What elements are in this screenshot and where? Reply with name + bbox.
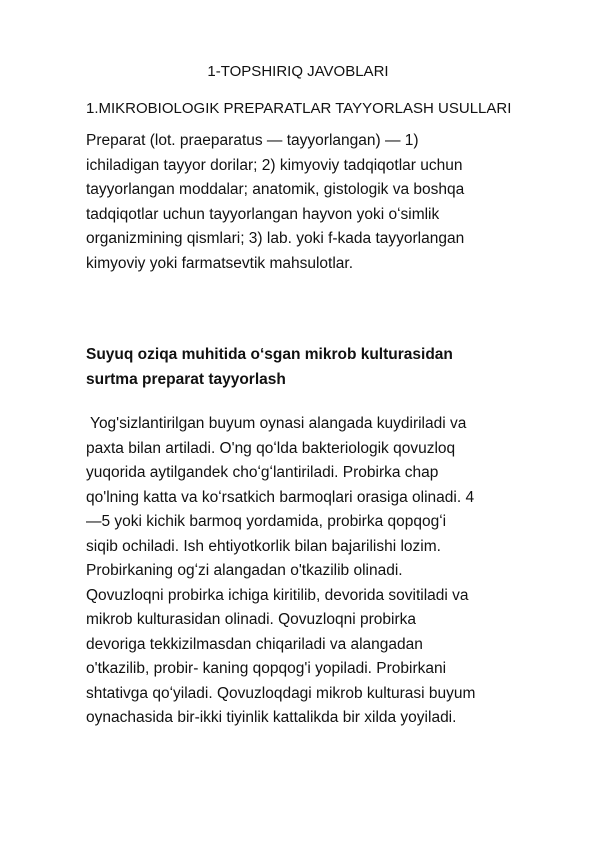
section-subtitle: 1.MIKROBIOLOGIK PREPARATLAR TAYYORLASH USULLARI xyxy=(86,100,512,117)
intro-paragraph xyxy=(86,129,556,276)
heading-line: surtma preparat tayyorlash xyxy=(86,370,286,388)
intro-line: ichiladigan tayyor dorilar; 2) kimyoviy tadqiqotlar uchun xyxy=(86,156,463,174)
body-line: mikrob kulturasidan olinadi. Qovuzloqni probirka xyxy=(86,611,416,628)
body-line: Probirkaning ogʻzi alangadan o'tkazilib olinadi. xyxy=(86,562,403,579)
intro-line: organizmining qismlari; 3) lab. yoki f-kada tayyorlangan xyxy=(86,230,465,247)
intro-line: tayyorlangan moddalar; anatomik, gistologik va boshqa xyxy=(86,181,465,198)
body-line: yuqorida aytilgandek choʻgʻlantiriladi. Probirka chap xyxy=(86,464,439,481)
section-heading xyxy=(86,343,453,392)
body-line: Yog'sizlantirilgan buyum oynasi alangada kuydiriladi va xyxy=(86,415,467,432)
body-line: devoriga tekkizilmasdan chiqariladi va alangadan xyxy=(86,635,423,653)
intro-line: tadqiqotlar uchun tayyorlangan hayvon yoki oʻsimlik xyxy=(86,205,440,223)
heading-line: Suyuq oziqa muhitida oʻsgan mikrob kulturasidan xyxy=(86,346,453,363)
body-line: qo'lning katta va koʻrsatkich barmoqlari orasiga olinadi. 4 xyxy=(86,488,475,506)
body-line: o'tkazilib, probir- kaning qopqog'i yopiladi. Probirkani xyxy=(86,660,447,677)
body-line: siqib ochiladi. Ish ehtiyotkorlik bilan bajarilishi lozim. xyxy=(86,537,441,555)
body-paragraph xyxy=(86,412,556,731)
body-line: paxta bilan artiladi. O'ng qoʻlda bakteriologik qovuzloq xyxy=(86,439,456,457)
page-title: 1-TOPSHIRIQ JAVOBLARI xyxy=(207,63,389,80)
intro-line: Preparat (lot. praeparatus — tayyorlangan) — 1) xyxy=(86,132,419,149)
body-line: shtativga qoʻyiladi. Qovuzloqdagi mikrob kulturasi buyum xyxy=(86,684,476,702)
body-line: oynachasida bir-ikki tiyinlik kattalikda bir xilda yoyiladi. xyxy=(86,709,457,726)
body-line: —5 yoki kichik barmoq yordamida, probirka qopqogʻi xyxy=(86,513,447,530)
body-line: Qovuzloqni probirka ichiga kiritilib, devorida sovitiladi va xyxy=(86,586,469,604)
intro-line: kimyoviy yoki farmatsevtik mahsulotlar. xyxy=(86,254,354,272)
